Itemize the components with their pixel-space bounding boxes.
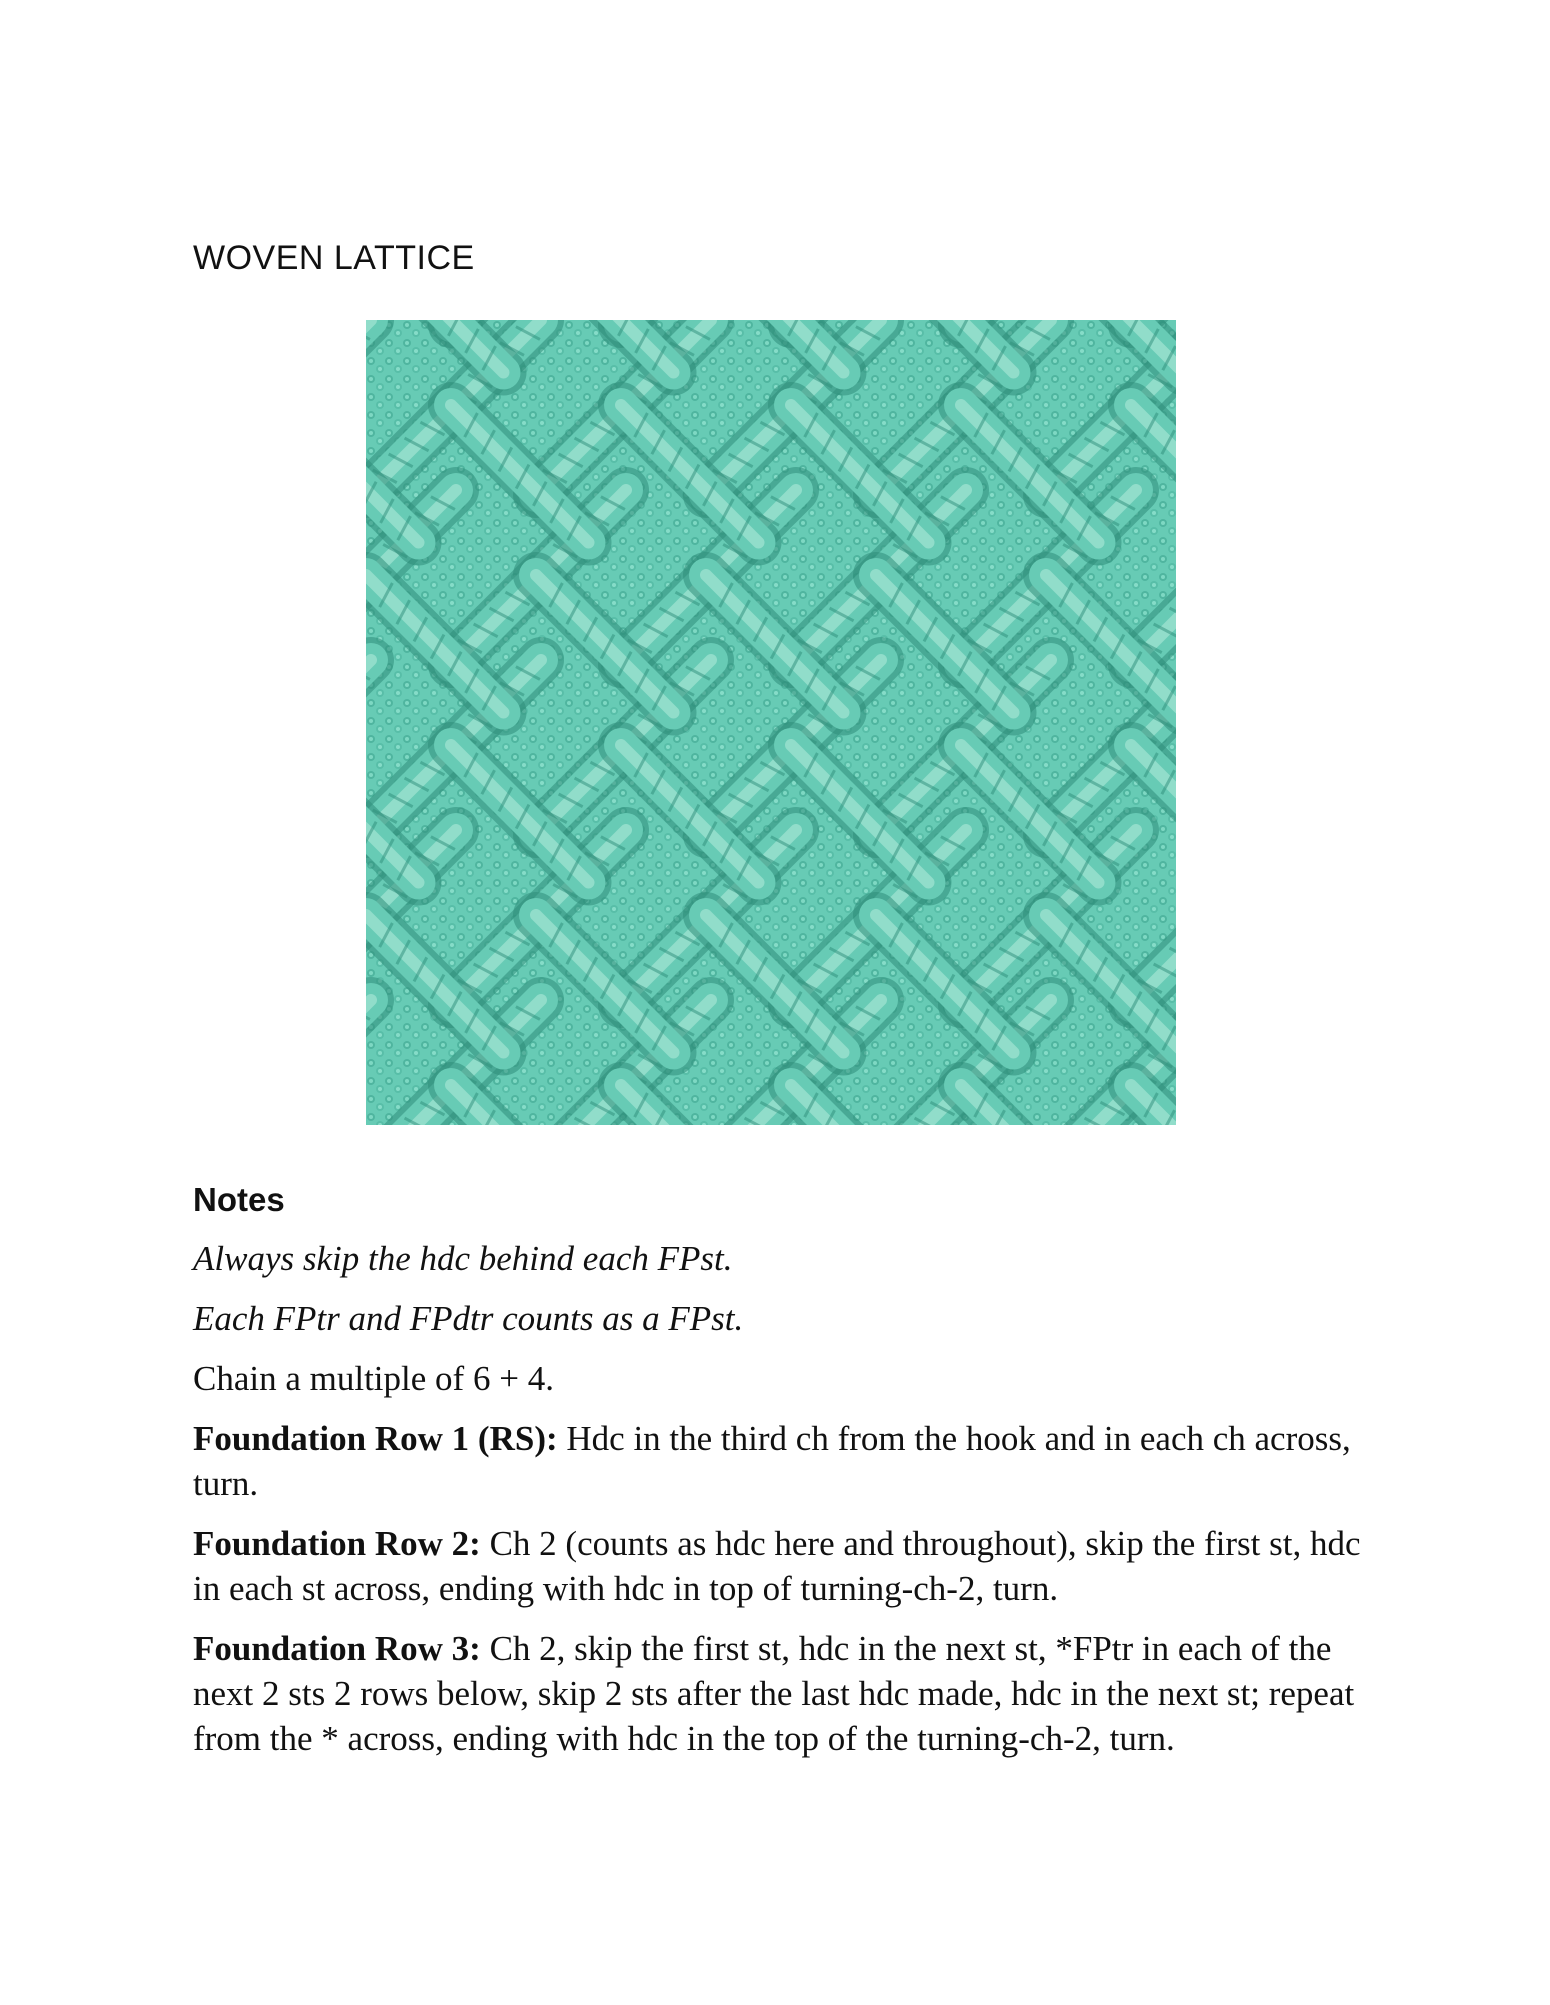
- foundation-row-2-label: Foundation Row 2:: [193, 1524, 481, 1563]
- foundation-row-2-text: Ch 2 (counts as hdc here and throughout), skip the first st, hdc in each st across, ending with hdc in top of turning-ch-2, turn.: [193, 1524, 1361, 1608]
- page-title: WOVEN LATTICE: [193, 239, 475, 277]
- foundation-row-2: [193, 1521, 1363, 1611]
- pattern-instructions: [193, 1236, 1363, 1776]
- woven-lattice-swatch-image: [366, 320, 1176, 1125]
- chain-instruction: Chain a multiple of 6 + 4.: [193, 1359, 554, 1398]
- note-line-2: Each FPtr and FPdtr counts as a FPst.: [193, 1299, 744, 1338]
- swatch-illustration: [366, 320, 1176, 1125]
- cable-strand-141: [1131, 1085, 1176, 1125]
- foundation-row-3-text: Ch 2, skip the first st, hdc in the next st, *FPtr in each of the next 2 sts 2 rows below, skip 2 sts after the last hdc made, hdc in the next st; repeat from the * across, ending with hdc in the top of the turning-ch-2, turn.: [193, 1629, 1355, 1758]
- foundation-row-1: [193, 1416, 1363, 1506]
- foundation-row-3: [193, 1626, 1363, 1761]
- foundation-row-1-label: Foundation Row 1 (RS):: [193, 1419, 558, 1458]
- foundation-row-1-text: Hdc in the third ch from the hook and in each ch across, turn.: [193, 1419, 1351, 1503]
- foundation-row-3-label: Foundation Row 3:: [193, 1629, 481, 1668]
- notes-heading: Notes: [193, 1181, 285, 1218]
- note-line-1: Always skip the hdc behind each FPst.: [193, 1239, 733, 1278]
